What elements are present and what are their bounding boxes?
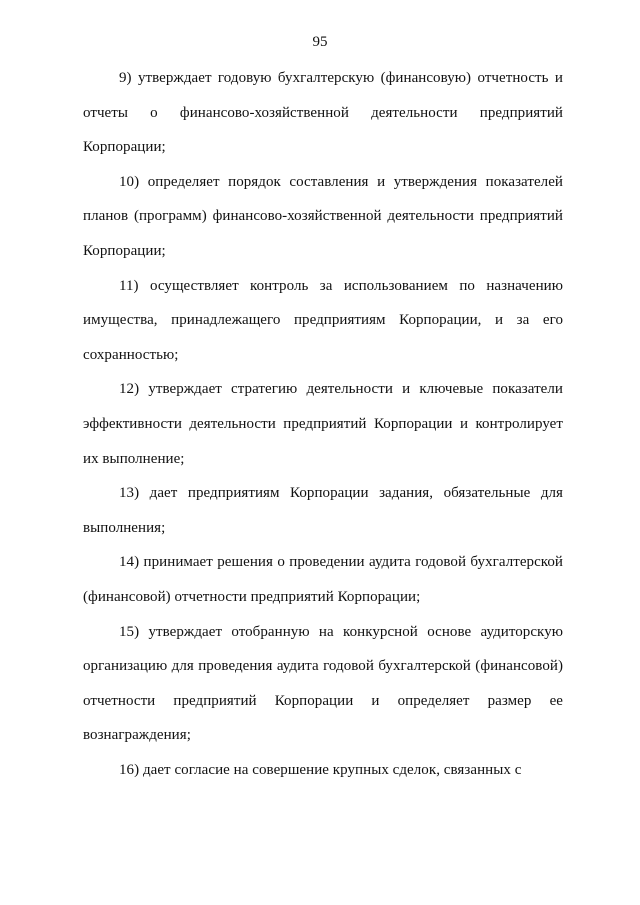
- page-body: [83, 61, 563, 787]
- page-number: 95: [312, 34, 328, 50]
- list-item: 11) осуществляет контроль за использованием по назначению имущества, принадлежащего предприятиям Корпорации, и за его сохранностью;: [83, 277, 563, 363]
- list-item: 9) утверждает годовую бухгалтерскую (финансовую) отчетность и отчеты о финансово-хозяйственной деятельности предприятий Корпорации;: [83, 70, 563, 156]
- list-item: 14) принимает решения о проведении аудита годовой бухгалтерской (финансовой) отчетности предприятий Корпорации;: [83, 554, 563, 605]
- list-item: 15) утверждает отобранную на конкурсной основе аудиторскую организацию для проведения аудита годовой бухгалтерской (финансовой) отчетности предприятий Корпорации и определяет размер ее вознаграждения;: [83, 623, 563, 744]
- list-item: 13) дает предприятиям Корпорации задания, обязательные для выполнения;: [83, 485, 563, 536]
- list-item: 12) утверждает стратегию деятельности и ключевые показатели эффективности деятельности предприятий Корпорации и контролирует их выполнение;: [83, 381, 563, 467]
- list-item: 16) дает согласие на совершение крупных сделок, связанных с: [119, 761, 522, 778]
- list-item: 10) определяет порядок составления и утверждения показателей планов (программ) финансово-хозяйственной деятельности предприятий Корпорации;: [83, 173, 563, 259]
